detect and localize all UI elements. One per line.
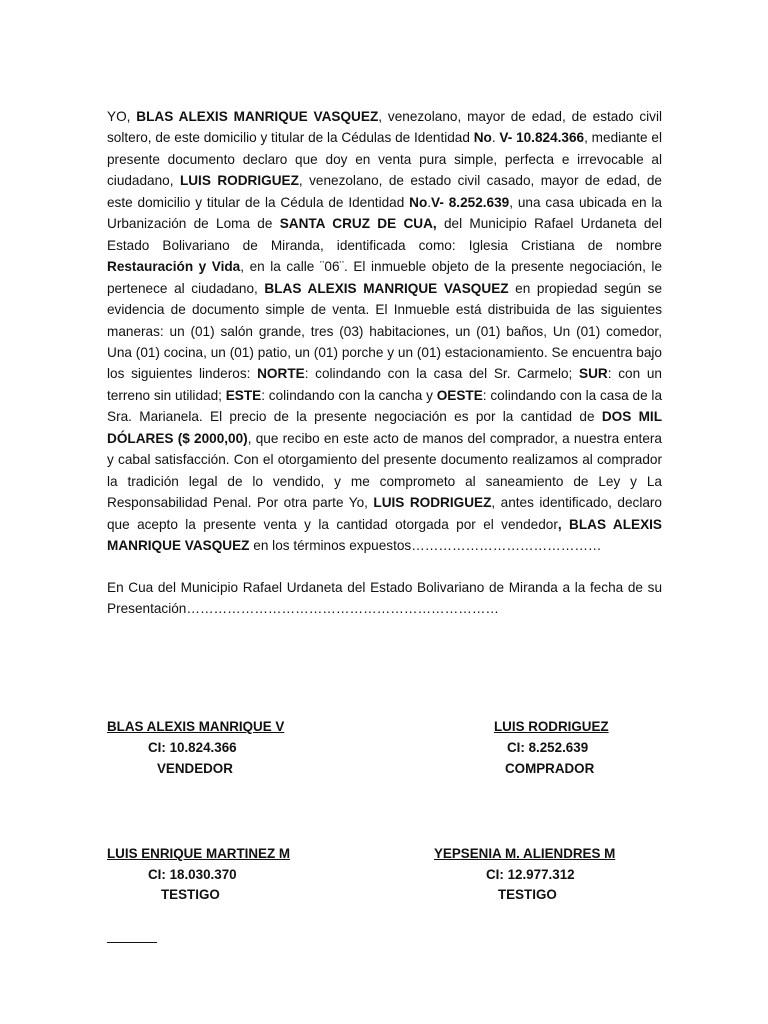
seller-name: BLAS ALEXIS MANRIQUE V — [107, 719, 285, 734]
witness2-name: YEPSENIA M. ALIENDRES M — [434, 846, 616, 861]
text-run: en propiedad según se evidencia de documento simple de venta. El Inmueble está distribuida de las siguientes maneras: un (01) salón grande, tres (03) habitaciones, un (01) baños, Un (01) comedor, Una (01) cocina, un (01) patio, un (01) porche y un (01) estacionamiento. Se encuentra bajo los siguientes linderos: — [107, 280, 663, 382]
seller-role: VENDEDOR — [157, 761, 233, 776]
footnote-rule — [107, 942, 157, 943]
text-run: , mediante el presente documento declaro que doy en venta pura simple, perfecta e irrevocable al ciudadano, — [107, 130, 662, 189]
bold-text-run: ESTE — [225, 387, 262, 403]
buyer-ci: CI: 8.252.639 — [507, 740, 589, 755]
bold-text-run: DOS MIL DÓLARES ($ 2000,00) — [107, 409, 663, 446]
bold-text-run: NORTE — [257, 366, 305, 382]
text-run: : colindando con la casa del Sr. Carmelo; — [304, 366, 580, 382]
bold-text-run: LUIS RODRIGUEZ — [179, 173, 299, 189]
bold-text-run: V- 10.824.366 — [499, 130, 585, 146]
contract-body-paragraph — [107, 106, 662, 557]
bold-text-run: , BLAS ALEXIS MANRIQUE VASQUEZ — [107, 516, 662, 554]
text-run: . — [491, 130, 500, 146]
text-run: . — [427, 194, 432, 210]
text-run: en los términos expuestos…………………………………… — [249, 538, 602, 554]
text-run: , que recibo en este acto de manos del comprador, a nuestra entera y cabal satisfacción. Con el otorgamiento del presente documento realizamos al comprador la tradición legal de lo vendido, y me comprometo al saneamiento de Ley y La Responsabilidad Penal. Por otra parte Yo, — [107, 430, 662, 511]
bold-text-run: BLAS ALEXIS MANRIQUE VASQUEZ — [136, 109, 379, 124]
witness1-ci: CI: 18.030.370 — [148, 867, 237, 882]
text-run: del Municipio Rafael Urdaneta del Estado Bolivariano de Miranda, identificada como: Iglesia Cristiana de nombre — [107, 216, 662, 253]
text-run: , antes identificado, declaro que acepto la presente venta y la cantidad otorgada por el vendedor — [107, 495, 662, 532]
bold-text-run: No — [409, 194, 428, 210]
bold-text-run: Restauración y Vida — [107, 259, 241, 275]
document-page — [107, 106, 662, 619]
text-run: , venezolano, mayor de edad, de estado civil soltero, de este domicilio y titular de la Cédulas de Identidad — [107, 109, 662, 146]
text-run: YO, — [107, 109, 137, 124]
bold-text-run: V- 8.252.639 — [431, 194, 510, 210]
text-run: : con un terreno sin utilidad; — [107, 366, 662, 403]
text-run: , una casa ubicada en la Urbanización de Loma de — [107, 194, 662, 232]
text-run: , venezolano, de estado civil casado, mayor de edad, de este domicilio y titular de la Cédula de Identidad — [107, 173, 662, 210]
text-run: : colindando con la casa de la Sra. Marianela. El precio de la presente negociación es por la cantidad de — [107, 387, 663, 425]
bold-text-run: No — [473, 130, 492, 146]
text-run: , en la calle ¨06¨. El inmueble objeto de la presente negociación, le pertenece al ciudadano, — [107, 259, 663, 296]
seller-ci: CI: 10.824.366 — [148, 740, 237, 755]
bold-text-run: BLAS ALEXIS MANRIQUE VASQUEZ — [264, 280, 509, 296]
witness2-role: TESTIGO — [498, 887, 557, 902]
bold-text-run: LUIS RODRIGUEZ — [373, 495, 492, 511]
text-run: : colindando con la cancha y — [261, 387, 437, 403]
buyer-name: LUIS RODRIGUEZ — [494, 719, 609, 734]
buyer-role: COMPRADOR — [505, 761, 595, 776]
bold-text-run: SANTA CRUZ DE CUA, — [279, 216, 437, 232]
bold-text-run: SUR — [579, 366, 608, 382]
closing-paragraph: En Cua del Municipio Rafael Urdaneta del Estado Bolivariano de Miranda a la fecha de su Presentación…………………………………………………………… — [107, 579, 662, 616]
bold-text-run: OESTE — [436, 387, 483, 403]
witness2-ci: CI: 12.977.312 — [486, 867, 575, 882]
witness1-name: LUIS ENRIQUE MARTINEZ M — [107, 846, 291, 861]
witness1-role: TESTIGO — [161, 887, 220, 902]
